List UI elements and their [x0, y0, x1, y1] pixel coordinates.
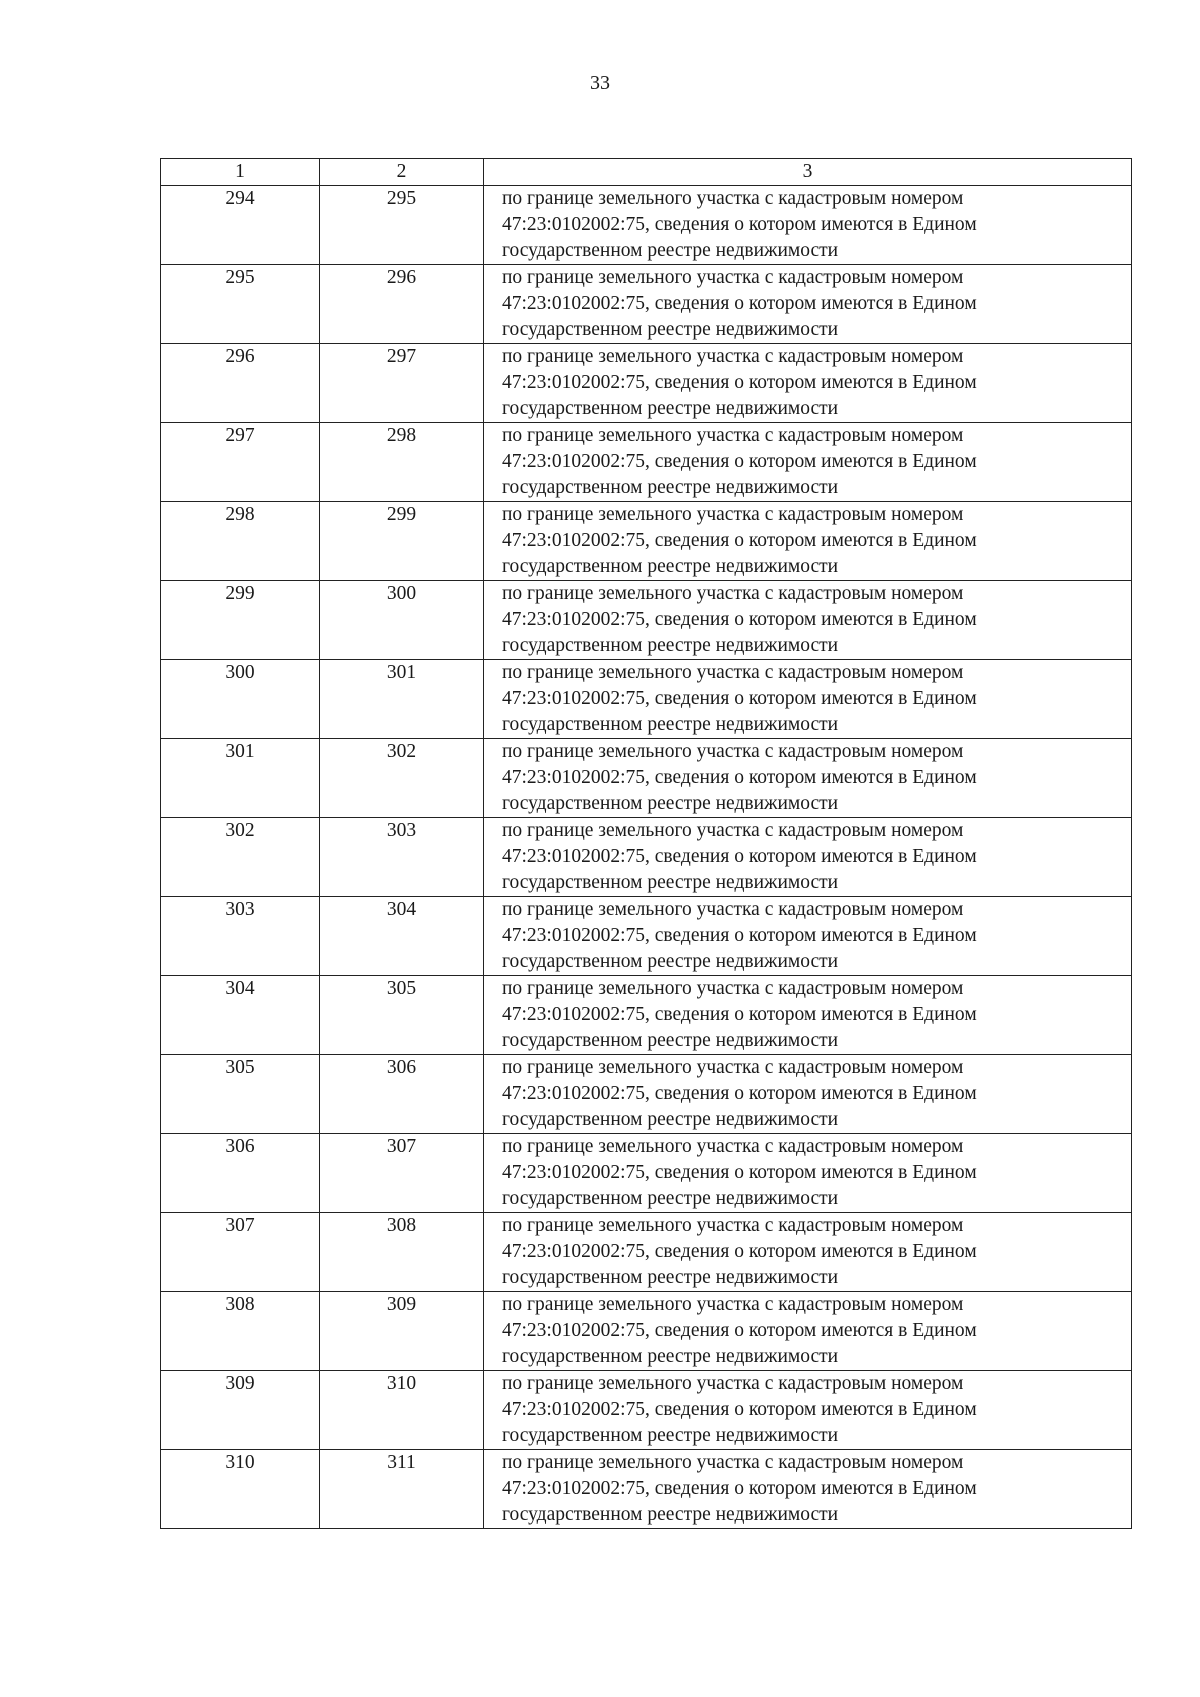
- description-line: по границе земельного участка с кадастровым номером: [502, 583, 964, 604]
- table-row: [161, 976, 1132, 1055]
- description-line: государственном реестре недвижимости: [502, 1425, 839, 1446]
- cell-boundary-description: [484, 1134, 1132, 1213]
- table-row: [161, 1134, 1132, 1213]
- table-row: [161, 186, 1132, 265]
- description-line: 47:23:0102002:75, сведения о котором имеются в Едином: [502, 1478, 977, 1499]
- cell-point-from: 301: [161, 739, 320, 818]
- description-line: 47:23:0102002:75, сведения о котором имеются в Едином: [502, 1241, 977, 1262]
- description-line: государственном реестре недвижимости: [502, 1109, 839, 1130]
- table-row: [161, 1450, 1132, 1529]
- table-row: [161, 423, 1132, 502]
- cell-boundary-description: [484, 265, 1132, 344]
- description-line: государственном реестре недвижимости: [502, 556, 839, 577]
- description-line: 47:23:0102002:75, сведения о котором имеются в Едином: [502, 530, 977, 551]
- description-line: 47:23:0102002:75, сведения о котором имеются в Едином: [502, 1399, 977, 1420]
- cell-point-to: 308: [320, 1213, 484, 1292]
- description-line: по границе земельного участка с кадастровым номером: [502, 1057, 964, 1078]
- table-row: [161, 818, 1132, 897]
- cell-point-to: 297: [320, 344, 484, 423]
- cell-point-from: 297: [161, 423, 320, 502]
- description-line: по границе земельного участка с кадастровым номером: [502, 1136, 964, 1157]
- description-line: 47:23:0102002:75, сведения о котором имеются в Едином: [502, 688, 977, 709]
- description-line: государственном реестре недвижимости: [502, 240, 839, 261]
- cell-point-to: 303: [320, 818, 484, 897]
- column-header-3: 3: [484, 159, 1132, 186]
- table-row: [161, 265, 1132, 344]
- cell-boundary-description: [484, 739, 1132, 818]
- description-line: государственном реестре недвижимости: [502, 793, 839, 814]
- cell-point-from: 296: [161, 344, 320, 423]
- cell-boundary-description: [484, 1371, 1132, 1450]
- description-line: по границе земельного участка с кадастровым номером: [502, 267, 964, 288]
- description-line: государственном реестре недвижимости: [502, 1346, 839, 1367]
- cell-point-from: 294: [161, 186, 320, 265]
- table-row: [161, 1055, 1132, 1134]
- description-line: по границе земельного участка с кадастровым номером: [502, 188, 964, 209]
- cell-boundary-description: [484, 1450, 1132, 1529]
- table-row: [161, 502, 1132, 581]
- description-line: государственном реестре недвижимости: [502, 635, 839, 656]
- table-row: [161, 344, 1132, 423]
- description-line: государственном реестре недвижимости: [502, 951, 839, 972]
- cell-point-from: 295: [161, 265, 320, 344]
- description-line: по границе земельного участка с кадастровым номером: [502, 1373, 964, 1394]
- description-line: государственном реестре недвижимости: [502, 1188, 839, 1209]
- description-line: 47:23:0102002:75, сведения о котором имеются в Едином: [502, 293, 977, 314]
- cell-point-from: 310: [161, 1450, 320, 1529]
- cell-point-from: 307: [161, 1213, 320, 1292]
- description-line: по границе земельного участка с кадастровым номером: [502, 504, 964, 525]
- cell-boundary-description: [484, 897, 1132, 976]
- cell-point-to: 301: [320, 660, 484, 739]
- table-body: [161, 186, 1132, 1529]
- cell-point-to: 298: [320, 423, 484, 502]
- column-header-1: 1: [161, 159, 320, 186]
- table-row: [161, 897, 1132, 976]
- cell-point-from: 303: [161, 897, 320, 976]
- cell-point-from: 305: [161, 1055, 320, 1134]
- description-line: по границе земельного участка с кадастровым номером: [502, 1452, 964, 1473]
- cell-point-to: 299: [320, 502, 484, 581]
- cell-boundary-description: [484, 1292, 1132, 1371]
- description-line: государственном реестре недвижимости: [502, 477, 839, 498]
- description-line: по границе земельного участка с кадастровым номером: [502, 346, 964, 367]
- cell-point-from: 304: [161, 976, 320, 1055]
- cell-boundary-description: [484, 660, 1132, 739]
- table-row: [161, 739, 1132, 818]
- cell-point-from: 306: [161, 1134, 320, 1213]
- cell-point-to: 295: [320, 186, 484, 265]
- description-line: 47:23:0102002:75, сведения о котором имеются в Едином: [502, 925, 977, 946]
- cell-boundary-description: [484, 818, 1132, 897]
- description-line: по границе земельного участка с кадастровым номером: [502, 1215, 964, 1236]
- cell-point-to: 304: [320, 897, 484, 976]
- description-line: государственном реестре недвижимости: [502, 1030, 839, 1051]
- cell-boundary-description: [484, 344, 1132, 423]
- cell-boundary-description: [484, 1213, 1132, 1292]
- page-number: 33: [590, 72, 610, 94]
- table-header-row: [161, 159, 1132, 186]
- description-line: 47:23:0102002:75, сведения о котором имеются в Едином: [502, 1004, 977, 1025]
- table-row: [161, 1371, 1132, 1450]
- cell-boundary-description: [484, 976, 1132, 1055]
- description-line: государственном реестре недвижимости: [502, 1267, 839, 1288]
- description-line: государственном реестре недвижимости: [502, 872, 839, 893]
- table-row: [161, 1292, 1132, 1371]
- description-line: государственном реестре недвижимости: [502, 319, 839, 340]
- cell-point-to: 311: [320, 1450, 484, 1529]
- description-line: 47:23:0102002:75, сведения о котором имеются в Едином: [502, 1162, 977, 1183]
- description-line: 47:23:0102002:75, сведения о котором имеются в Едином: [502, 214, 977, 235]
- cell-point-to: 305: [320, 976, 484, 1055]
- description-line: по границе земельного участка с кадастровым номером: [502, 899, 964, 920]
- cell-boundary-description: [484, 1055, 1132, 1134]
- table-row: [161, 1213, 1132, 1292]
- cell-boundary-description: [484, 186, 1132, 265]
- description-line: 47:23:0102002:75, сведения о котором имеются в Едином: [502, 451, 977, 472]
- description-line: 47:23:0102002:75, сведения о котором имеются в Едином: [502, 1320, 977, 1341]
- cell-point-from: 309: [161, 1371, 320, 1450]
- description-line: государственном реестре недвижимости: [502, 714, 839, 735]
- description-line: по границе земельного участка с кадастровым номером: [502, 741, 964, 762]
- boundary-description-table: [160, 158, 1132, 1529]
- cell-point-from: 299: [161, 581, 320, 660]
- cell-point-to: 296: [320, 265, 484, 344]
- cell-boundary-description: [484, 502, 1132, 581]
- cell-point-from: 300: [161, 660, 320, 739]
- description-line: 47:23:0102002:75, сведения о котором имеются в Едином: [502, 372, 977, 393]
- cell-point-to: 306: [320, 1055, 484, 1134]
- cell-boundary-description: [484, 581, 1132, 660]
- table-header: [161, 159, 1132, 186]
- description-line: по границе земельного участка с кадастровым номером: [502, 978, 964, 999]
- description-line: государственном реестре недвижимости: [502, 1504, 839, 1525]
- description-line: по границе земельного участка с кадастровым номером: [502, 662, 964, 683]
- cell-point-to: 307: [320, 1134, 484, 1213]
- cell-point-to: 309: [320, 1292, 484, 1371]
- table-row: [161, 581, 1132, 660]
- cell-point-to: 310: [320, 1371, 484, 1450]
- cell-point-from: 308: [161, 1292, 320, 1371]
- description-line: по границе земельного участка с кадастровым номером: [502, 425, 964, 446]
- cell-point-from: 302: [161, 818, 320, 897]
- column-header-2: 2: [320, 159, 484, 186]
- cell-boundary-description: [484, 423, 1132, 502]
- cell-point-to: 300: [320, 581, 484, 660]
- description-line: 47:23:0102002:75, сведения о котором имеются в Едином: [502, 1083, 977, 1104]
- table-row: [161, 660, 1132, 739]
- description-line: по границе земельного участка с кадастровым номером: [502, 1294, 964, 1315]
- description-line: по границе земельного участка с кадастровым номером: [502, 820, 964, 841]
- description-line: 47:23:0102002:75, сведения о котором имеются в Едином: [502, 609, 977, 630]
- description-line: 47:23:0102002:75, сведения о котором имеются в Едином: [502, 767, 977, 788]
- description-line: 47:23:0102002:75, сведения о котором имеются в Едином: [502, 846, 977, 867]
- cell-point-from: 298: [161, 502, 320, 581]
- description-line: государственном реестре недвижимости: [502, 398, 839, 419]
- cell-point-to: 302: [320, 739, 484, 818]
